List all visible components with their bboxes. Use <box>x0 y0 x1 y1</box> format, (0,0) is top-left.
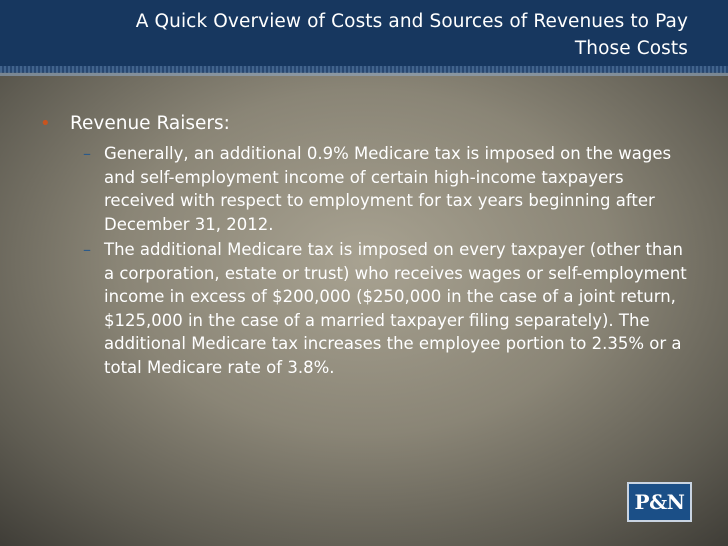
title-bar <box>0 0 728 72</box>
bullet-item <box>36 142 696 236</box>
bullet-item-text: Generally, an additional 0.9% Medicare tax is imposed on the wages and self-employment income of certain high-income taxpayers received with respect to employment for tax years beginning after December 31, 2012. <box>104 144 672 234</box>
bullet-item <box>36 238 696 379</box>
logo-text: P&N <box>634 490 685 514</box>
section-heading-text: Revenue Raisers: <box>70 113 230 134</box>
title-underline <box>0 73 728 76</box>
bullet-icon: • <box>40 113 51 134</box>
bullet-item-text: The additional Medicare tax is imposed on every taxpayer (other than a corporation, estate or trust) who receives wages or self-employment income in excess of $200,000 ($250,000 in the case of a joint return, $125,000 in the case of a married taxpayer filing separately). The additional Medicare tax increases the employee portion to 2.35% or a total Medicare rate of 3.8%. <box>104 240 687 377</box>
pn-logo <box>627 482 692 522</box>
dash-icon: – <box>83 240 91 259</box>
title-stripe <box>0 66 728 73</box>
slide-title-line-1: A Quick Overview of Costs and Sources of Revenues to Pay <box>135 11 688 32</box>
section-heading <box>36 112 696 136</box>
slide-title-line-2: Those Costs <box>574 38 688 59</box>
dash-icon: – <box>83 144 91 163</box>
slide-title <box>58 8 688 62</box>
slide-body <box>36 112 696 381</box>
